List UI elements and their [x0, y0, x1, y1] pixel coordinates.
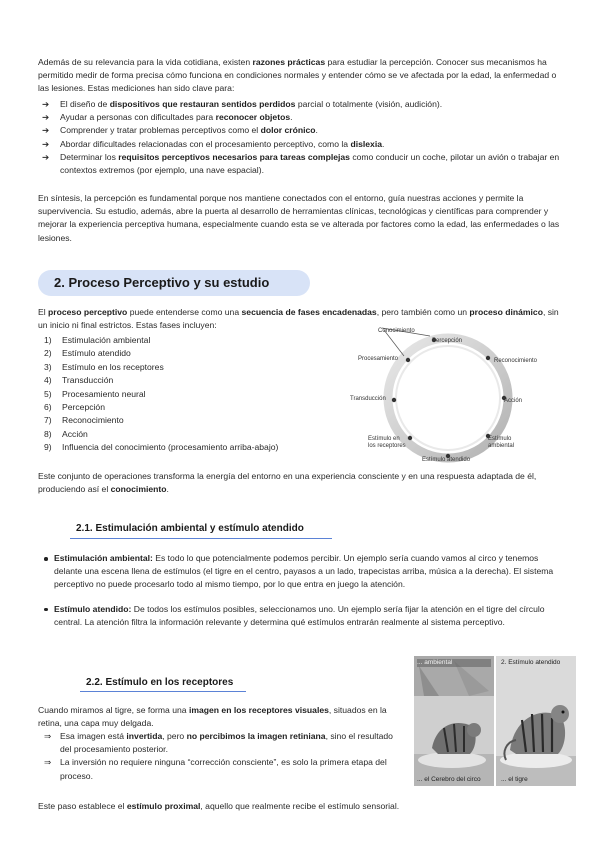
- node-dot: [392, 398, 396, 402]
- arrow-right-icon: ➔: [42, 138, 50, 149]
- applications-list: [42, 98, 562, 177]
- receptors-paragraph: Cuando miramos al tigre, se forma una imagen en los receptores visuales, situados en la retina, una capa muy delgada.: [38, 705, 387, 729]
- title-underline: [70, 538, 332, 539]
- bullet-dot: [44, 608, 48, 612]
- list-item: ➔ Ayudar a personas con dificultades para reconocer objetos.: [42, 111, 562, 124]
- arrow-right-icon: ➔: [42, 99, 50, 109]
- circus-scene-graphic: [414, 656, 494, 786]
- arrow-right-icon: ➔: [42, 151, 50, 162]
- label-estimulo-ambiental: Estímulo ambiental: [488, 436, 515, 449]
- closing-paragraph: Este paso establece el estímulo proximal, aquello que realmente recibe el estímulo sensorial.: [38, 801, 400, 811]
- list-item: 3) Estímulo en los receptores: [44, 361, 164, 372]
- list-item: ➔ Comprender y tratar problemas perceptivos como el dolor crónico.: [42, 124, 562, 137]
- list-item: Estimulación ambiental: Es todo lo que potencialmente podemos percibir. Un ejemplo sería cuando vamos al circo y tenemos delante una escena llena de estímulos (el tigre en el centro, payasos a un lado, trapecistas arriba, música a la derecha). El sistema perceptivo no puede procesarlo todo al mismo tiempo, por lo que entra en juego la atención.: [44, 552, 564, 592]
- tiger-graphic: [496, 656, 576, 786]
- arrow-right-icon: ➔: [42, 125, 50, 136]
- stimulus-bullets: [44, 552, 564, 629]
- node-dot: [406, 358, 410, 362]
- list-item: Estímulo atendido: De todos los estímulos posibles, seleccionamos uno. Un ejemplo sería fijar la atención en el tigre del círculo central. La atención filtra la información relevante y determina qué estímulos entrarán realmente al sistema perceptivo.: [44, 603, 564, 629]
- image-caption: ... el tigre: [501, 776, 528, 783]
- image-caption: ... ambiental: [417, 659, 453, 666]
- section-heading-pill: [38, 270, 310, 296]
- list-item: ➔ Determinar los requisitos perceptivos necesarios para tareas complejas como conducir un coche, pilotar un avión o trabajar en contextos extremos (por ejemplo, una nave espacial).: [42, 151, 560, 176]
- summary-paragraph: En síntesis, la percepción es fundamental porque nos mantiene conectados con el entorno, guía nuestras acciones y permite la supervivencia. Su estudio, además, abre la puerta al desarrollo de herramientas clínicas, tecnológicas y científicas para comprender y mejorar la experiencia perceptiva humana, especialmente cuando esta se ve alterada por factores como la edad, las enfermedades o las lesiones.: [38, 193, 560, 243]
- label-conocimiento: Conocimiento: [378, 328, 415, 334]
- section-title: 2. Proceso Perceptivo y su estudio: [54, 275, 270, 290]
- label-estimulo-receptores: Estímulo en los receptores: [368, 436, 406, 449]
- perceptual-cycle-diagram: [344, 322, 566, 466]
- bullet-dot: [44, 557, 48, 561]
- node-dot: [486, 356, 490, 360]
- label-estimulo-atendido: Estímulo atendido: [422, 457, 471, 463]
- list-item: ⇒ Esa imagen está invertida, pero no percibimos la imagen retiniana, sino el resultado del procesamiento posterior.: [44, 731, 393, 755]
- list-item: 9) Influencia del conocimiento (procesamiento arriba-abajo): [44, 442, 279, 453]
- subsection-title-2-1: 2.1. Estimulación ambiental y estímulo atendido: [76, 523, 304, 534]
- intro-paragraph: Además de su relevancia para la vida cotidiana, existen razones prácticas para estudiar la percepción. Conocer sus mecanismos ha permitido medir de forma precisa cómo funciona en condiciones normales y entender cómo se ve afectada por la edad, la enfermedad o las lesiones. Estas mediciones han sido clave para:: [38, 57, 557, 94]
- process-outro: Este conjunto de operaciones transforma la energía del entorno en una experiencia consciente y en una respuesta adaptada de él, produciendo así el conocimiento.: [38, 471, 537, 495]
- label-percepcion: Percepción: [432, 338, 463, 344]
- list-item: ⇒ La inversión no requiere ninguna “corrección consciente”, es solo la primera etapa del proceso.: [44, 757, 387, 781]
- label-reconocimiento: Reconocimiento: [494, 358, 538, 364]
- double-arrow-icon: ⇒: [44, 757, 52, 768]
- list-item: 1) Estimulación ambiental: [44, 335, 151, 345]
- title-underline: [80, 691, 246, 692]
- list-item: ➔ El diseño de dispositivos que restauran sentidos perdidos parcial o totalmente (visión, audición).: [42, 98, 562, 111]
- list-item: 4) Transducción: [44, 375, 114, 386]
- label-procesamiento: Procesamiento: [358, 356, 399, 362]
- circus-scene-image: [414, 656, 494, 786]
- phases-list: [44, 334, 364, 455]
- list-item: 7) Reconocimiento: [44, 415, 124, 426]
- inner-ring: [396, 346, 500, 450]
- node-dot: [408, 436, 412, 440]
- label-accion: Acción: [504, 398, 523, 404]
- list-item: 6) Percepción: [44, 401, 105, 412]
- image-caption: ... el Cerebro del circo: [417, 776, 481, 783]
- process-intro: El proceso perceptivo puede entenderse como una secuencia de fases encadenadas, pero también como un proceso dinámico, sin un inicio ni final estrictos. Estas fases incluyen:: [38, 307, 559, 331]
- attended-tiger-image: [496, 656, 576, 786]
- list-item: ➔ Abordar dificultades relacionadas con el procesamiento perceptivo, como la dislexia.: [42, 138, 562, 151]
- label-transduccion: Transducción: [350, 396, 386, 402]
- list-item: 8) Acción: [44, 428, 88, 439]
- subsection-title-2-2: 2.2. Estímulo en los receptores: [86, 677, 234, 688]
- retina-notes: [44, 730, 394, 783]
- arrow-right-icon: ➔: [42, 112, 50, 123]
- double-arrow-icon: ⇒: [44, 731, 52, 741]
- image-caption: 2. Estímulo atendido: [501, 659, 561, 666]
- list-item: 5) Procesamiento neural: [44, 388, 146, 399]
- list-item: 2) Estímulo atendido: [44, 348, 131, 359]
